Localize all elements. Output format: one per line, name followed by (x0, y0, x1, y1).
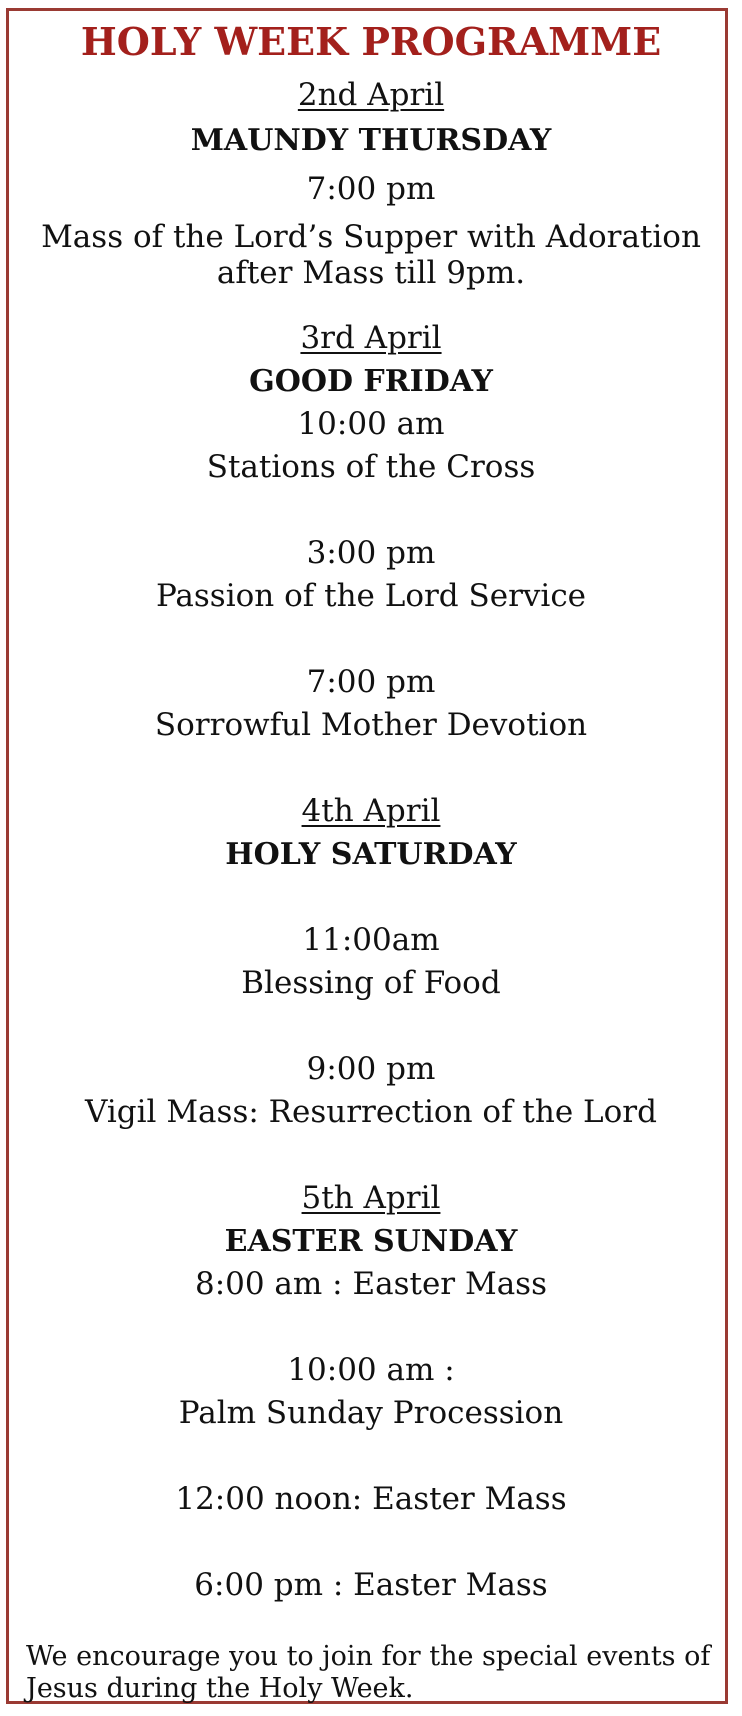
programme-content (12, 10, 730, 1607)
event-holy-saturday-1: Blessing of Food (241, 965, 501, 1001)
time-good-friday-2: 3:00 pm (306, 535, 436, 571)
time-maundy-thursday: 7:00 pm (306, 171, 436, 207)
page-title: HOLY WEEK PROGRAMME (80, 19, 662, 64)
day-maundy-thursday: MAUNDY THURSDAY (190, 123, 552, 158)
date-maundy-thursday: 2nd April (297, 77, 445, 113)
time-holy-saturday-1: 11:00am (302, 922, 440, 958)
time-good-friday-3: 7:00 pm (306, 664, 436, 700)
day-holy-saturday: HOLY SATURDAY (225, 837, 517, 872)
time-holy-saturday-2: 9:00 pm (306, 1051, 436, 1087)
time-good-friday-1: 10:00 am (297, 406, 445, 442)
day-good-friday: GOOD FRIDAY (249, 364, 493, 399)
event-easter-sunday-4: 6:00 pm : Easter Mass (194, 1567, 548, 1603)
event-easter-sunday-1: 8:00 am : Easter Mass (194, 1266, 548, 1302)
closing-note: We encourage you to join for the special events of Jesus during the Holy Week. (26, 1641, 711, 1704)
event-good-friday-3: Sorrowful Mother Devotion (154, 707, 588, 743)
event-good-friday-1: Stations of the Cross (206, 449, 536, 485)
event-easter-sunday-2: Palm Sunday Procession (178, 1395, 564, 1431)
event-maundy-thursday: Mass of the Lord’s Supper with Adoration after Mass till 9pm. (41, 219, 701, 291)
event-holy-saturday-2: Vigil Mass: Resurrection of the Lord (85, 1094, 657, 1130)
event-easter-sunday-3: 12:00 noon: Easter Mass (175, 1481, 567, 1517)
date-holy-saturday: 4th April (301, 793, 441, 829)
event-good-friday-2: Passion of the Lord Service (155, 578, 587, 614)
date-good-friday: 3rd April (300, 320, 442, 356)
time-easter-sunday-2: 10:00 am : (287, 1352, 455, 1388)
day-easter-sunday: EASTER SUNDAY (224, 1224, 518, 1259)
date-easter-sunday: 5th April (301, 1180, 441, 1216)
